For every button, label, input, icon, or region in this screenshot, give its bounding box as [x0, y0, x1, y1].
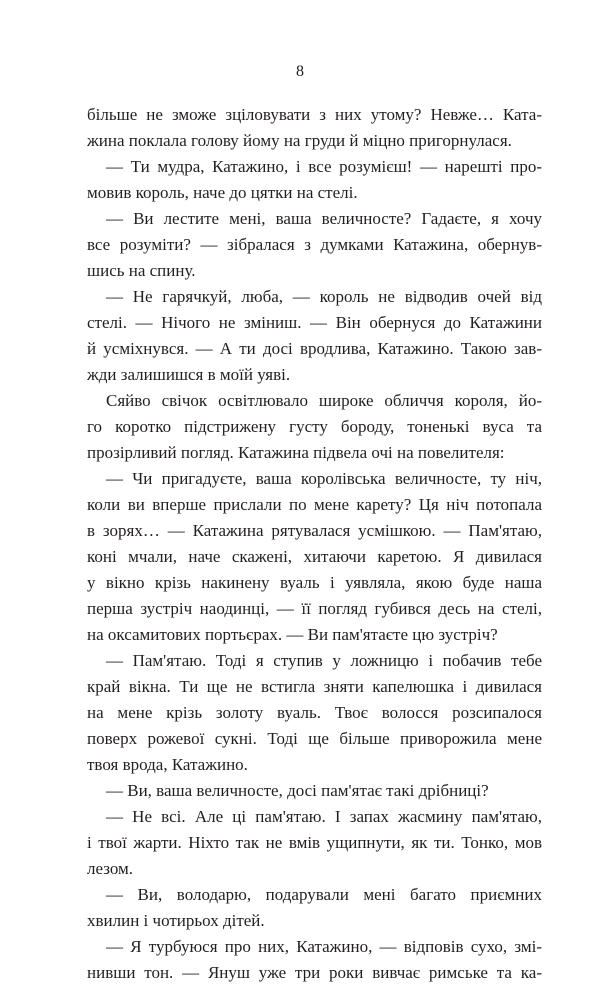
text-line: жди залишишся в моїй уяві.: [87, 365, 291, 384]
text-line: го коротко підстрижену густу бороду, тоненькі вуса та: [87, 417, 542, 436]
text-line: — Ви, ваша величносте, досі пам'ятає такі дрібниці?: [106, 781, 489, 800]
text-line: на мене крізь золоту вуаль. Твоє волосся розсипалося: [87, 703, 542, 722]
text-line: твоя врода, Катажино.: [87, 755, 248, 774]
text-line: перша зустріч наодинці, — її погляд губився десь на стелі,: [87, 599, 542, 618]
text-line: у вікно крізь накинену вуаль і уявляла, якою буде наша: [87, 573, 542, 592]
text-line: — Чи пригадуєте, ваша королівська величносте, ту ніч,: [106, 469, 542, 488]
text-line: шись на спину.: [87, 261, 196, 280]
text-line: — Не всі. Але ці пам'ятаю. І запах жасмину пам'ятаю,: [106, 807, 542, 826]
text-line: Сяйво свічок освітлювало широке обличчя короля, йо-: [106, 391, 542, 410]
page-number: 8: [296, 63, 304, 80]
text-line: лезом.: [87, 859, 134, 878]
text-line: коні мчали, наче скажені, хитаючи каретою. Я дивилася: [87, 547, 542, 566]
text-line: стелі. — Нічого не зміниш. — Він обернуся до Катажини: [87, 313, 542, 332]
text-line: жина поклала голову йому на груди й міцно пригорнулася.: [87, 131, 512, 150]
text-line: — Пам'ятаю. Тоді я ступив у ложницю і побачив тебе: [106, 651, 542, 670]
text-line: більше не зможе зціловувати з них утому? Невже… Ката-: [87, 105, 542, 124]
text-line: в зорях… — Катажина рятувалася усмішкою. — Пам'ятаю,: [87, 521, 542, 540]
text-line: прозірливий погляд. Катажина підвела очі на повелителя:: [87, 443, 505, 462]
text-line: — Ви, володарю, подарували мені багато приємних: [106, 885, 542, 904]
body-text: [87, 102, 542, 986]
text-line: — Не гарячкуй, люба, — король не відводив очей від: [106, 287, 542, 306]
text-line: і твої жарти. Ніхто так не вмів ущипнути, як ти. Тонко, мов: [87, 833, 542, 852]
text-line: край вікна. Ти ще не встигла зняти капелюшка і дивилася: [87, 677, 542, 696]
text-line: поверх рожевої сукні. Тоді ще більше приворожила мене: [87, 729, 542, 748]
text-line: на оксамитових портьєрах. — Ви пам'ятаєте цю зустріч?: [87, 625, 498, 644]
text-line: все розуміти? — зібралася з думками Катажина, обернув-: [87, 235, 542, 254]
text-line: нивши тон. — Януш уже три роки вивчає римське та ка-: [87, 963, 542, 982]
text-line: — Ви лестите мені, ваша величносте? Гадаєте, я хочу: [106, 209, 542, 228]
text-line: — Я турбуюся про них, Катажино, — відповів сухо, змі-: [106, 937, 542, 956]
text-line: коли ви вперше прислали по мене карету? Ця ніч потопала: [87, 495, 542, 514]
text-line: хвилин і чотирьох дітей.: [87, 911, 265, 930]
text-line: мовив король, наче до цятки на стелі.: [87, 183, 358, 202]
text-line: й усміхнувся. — А ти досі вродлива, Катажино. Такою зав-: [87, 339, 542, 358]
text-line: — Ти мудра, Катажино, і все розумієш! — нарешті про-: [106, 157, 542, 176]
